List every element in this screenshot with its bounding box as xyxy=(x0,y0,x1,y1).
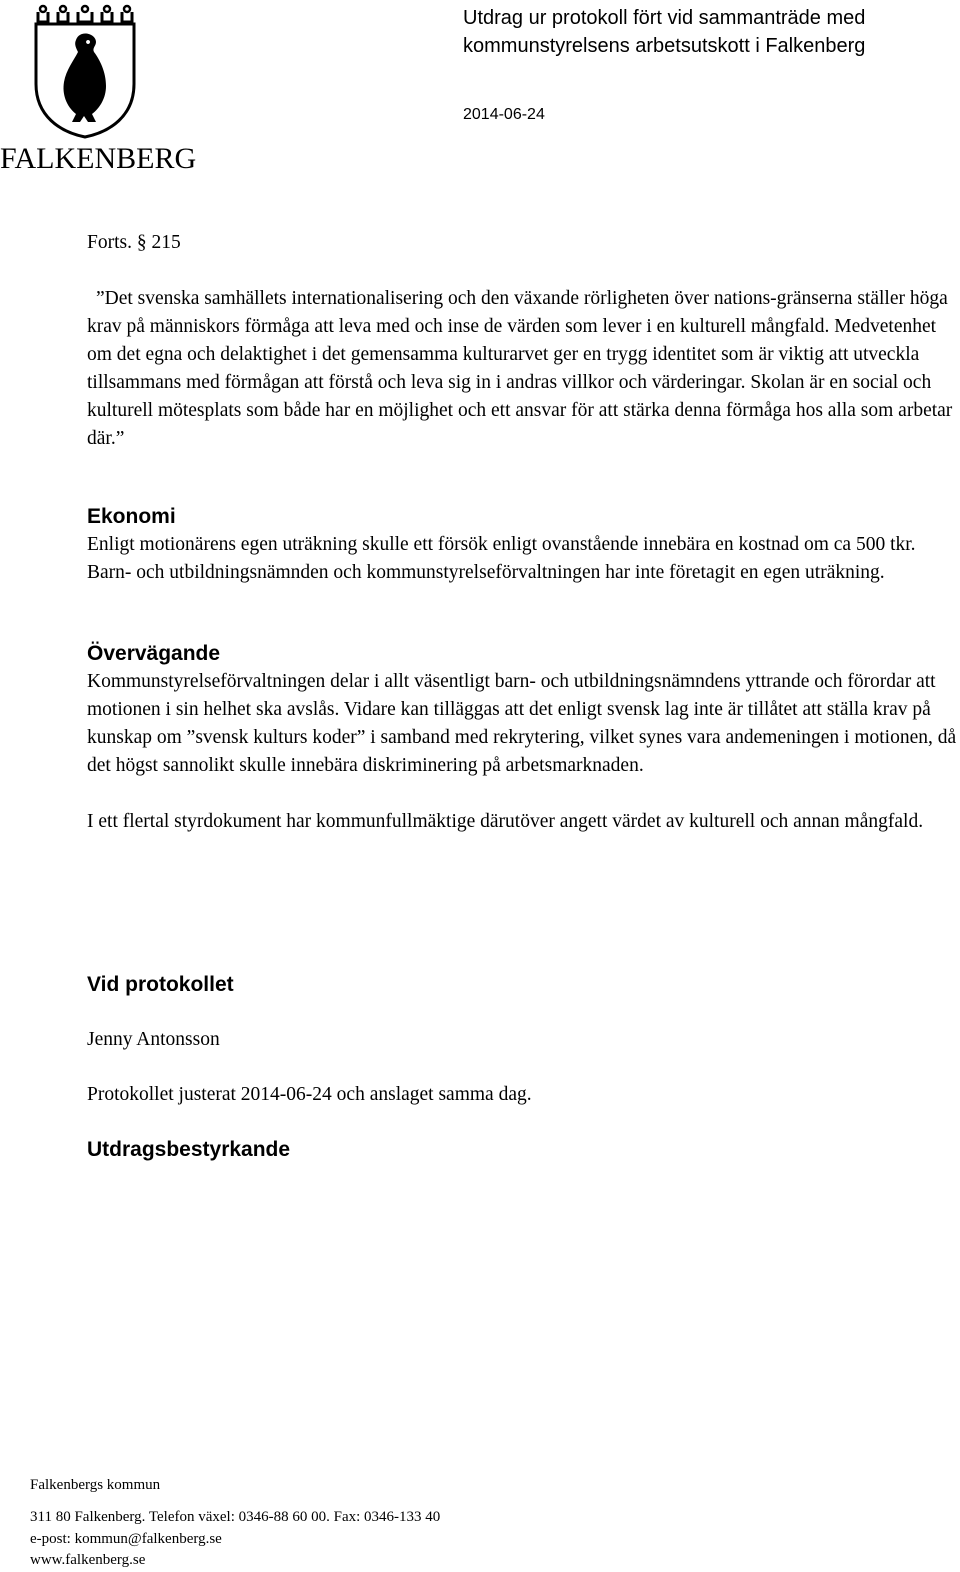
title-line-2: kommunstyrelsens arbetsutskott i Falkenberg xyxy=(463,35,866,57)
overvagande-paragraph-2: I ett flertal styrdokument har kommunfullmäktige därutöver angett värdet av kulturell och annan mångfald. xyxy=(87,811,924,832)
footer-email[interactable]: e-post: kommun@falkenberg.se xyxy=(30,1531,222,1547)
ekonomi-paragraph: Enligt motionärens egen uträkning skulle ett försök enligt ovanstående innebära en kostnad om ca 500 tkr. Barn- och utbildningsnämnden och kommunstyrelseförvaltningen har inte företagit en egen uträkning. xyxy=(87,534,916,583)
footer-website[interactable]: www.falkenberg.se xyxy=(30,1552,146,1568)
utdragsbestyrkande-heading: Utdragsbestyrkande xyxy=(87,1138,291,1161)
signer-name: Jenny Antonsson xyxy=(87,1029,220,1050)
title-line-1: Utdrag ur protokoll fört vid sammanträde med xyxy=(463,7,866,29)
footer-address: 311 80 Falkenberg. Telefon växel: 0346-88 60 00. Fax: 0346-133 40 xyxy=(30,1509,441,1525)
overvagande-heading: Övervägande xyxy=(87,642,221,665)
document-date: 2014-06-24 xyxy=(463,106,545,123)
section-reference: Forts. § 215 xyxy=(87,232,181,253)
footer-org: Falkenbergs kommun xyxy=(30,1477,161,1493)
coat-of-arms-logo xyxy=(30,4,140,139)
ekonomi-heading: Ekonomi xyxy=(87,505,176,528)
quoted-paragraph: ”Det svenska samhällets internationalisering och den växande rörligheten över nations-gränserna ställer höga krav på människors förmåga att leva med och inse de värden som lever i en kulturell mångfald. Medvetenhet om det egna och delaktighet i det gemensamma kulturarvet ger en trygg identitet som är viktig att utveckla tillsammans med förmågan att förstå och leva sig in i andras villkor och värderingar. Skolan är en social och kulturell mötesplats som både har en möjlighet och ett ansvar för att stärka denna förmåga hos alla som arbetar där.” xyxy=(87,288,953,449)
justerat-statement: Protokollet justerat 2014-06-24 och anslaget samma dag. xyxy=(87,1084,532,1105)
vid-protokollet-heading: Vid protokollet xyxy=(87,973,234,996)
falkenberg-wordmark: FALKENBERG xyxy=(0,142,197,175)
overvagande-paragraph: Kommunstyrelseförvaltningen delar i allt väsentligt barn- och utbildningsnämndens yttrande och förordar att motionen i sin helhet ska avslås. Vidare kan tilläggas att det enligt svensk lag inte är tillåtet att ställa krav på kunskap om ”svensk kulturs koder” i samband med rekrytering, vilket synes vara andemeningen i motionen, då det högst sannolikt skulle innebära diskriminering på arbetsmarknaden. xyxy=(87,671,957,776)
document-title xyxy=(463,4,960,60)
